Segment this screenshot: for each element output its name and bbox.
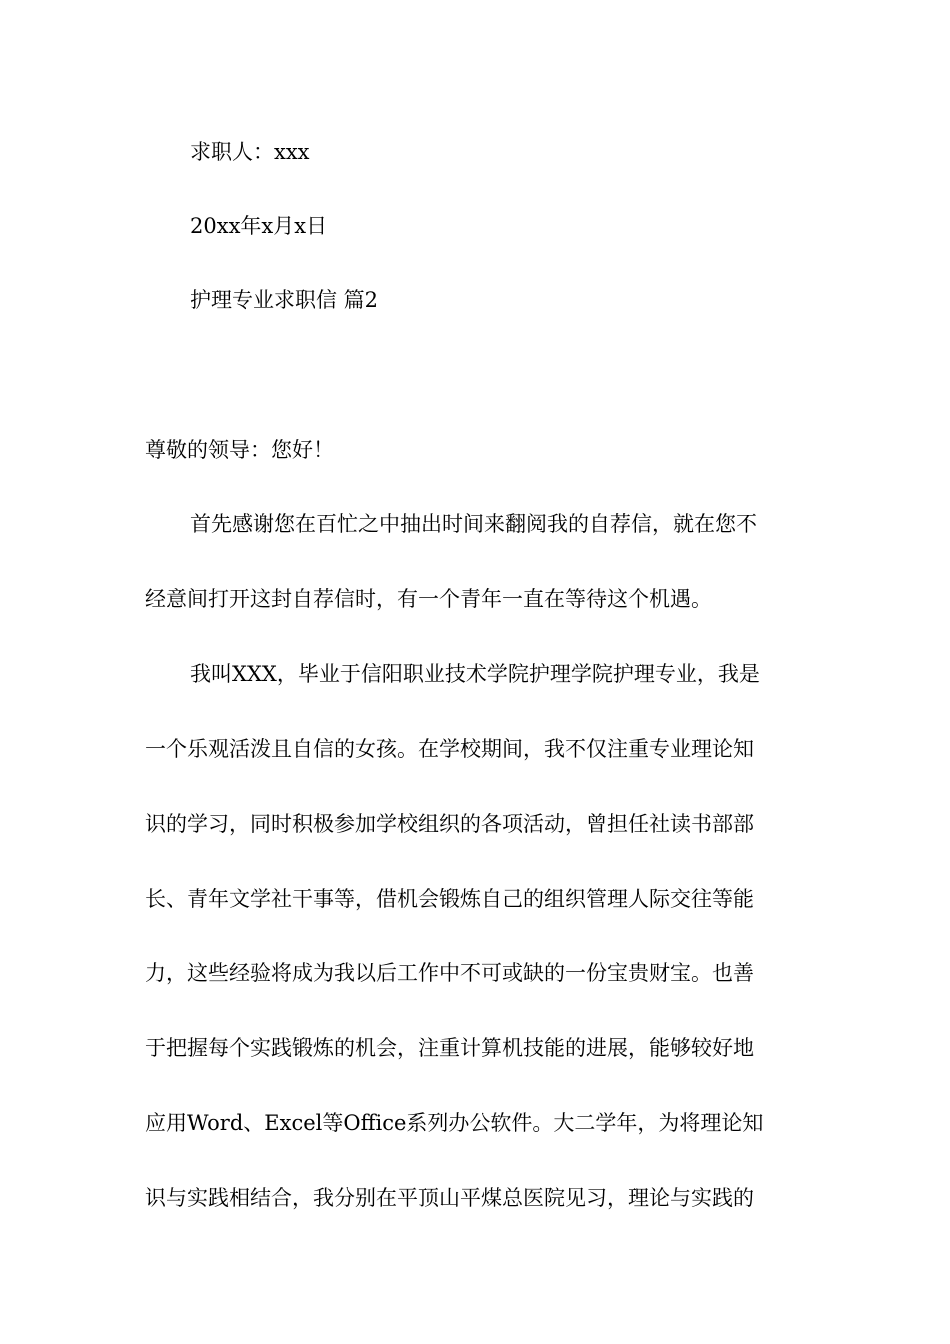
paragraph-2-line-5: 力，这些经验将成为我以后工作中不可或缺的一份宝贵财宝。也善 [145,961,754,985]
date-line: 20xx年x月x日 [190,214,328,238]
paragraph-2-line-4: 长、青年文学社干事等，借机会锻炼自己的组织管理人际交往等能 [145,887,754,911]
paragraph-2-line-6: 于把握每个实践锻炼的机会，注重计算机技能的进展，能够较好地 [145,1036,754,1060]
paragraph-1-line-1: 首先感谢您在百忙之中抽出时间来翻阅我的自荐信，就在您不 [190,512,757,536]
paragraph-1-line-2: 经意间打开这封自荐信时，有一个青年一直在等待这个机遇。 [145,587,712,611]
paragraph-2-line-1: 我叫XXX，毕业于信阳职业技术学院护理学院护理专业，我是 [190,662,760,686]
paragraph-2-line-7: 应用Word、Excel等Office系列办公软件。大二学年，为将理论知 [145,1111,764,1135]
applicant-line: 求职人：xxx [190,140,310,164]
paragraph-2-line-8: 识与实践相结合，我分别在平顶山平煤总医院见习，理论与实践的 [145,1186,754,1210]
paragraph-2-line-3: 识的学习，同时积极参加学校组织的各项活动，曾担任社读书部部 [145,812,754,836]
salutation: 尊敬的领导：您好！ [145,438,334,462]
paragraph-2-line-2: 一个乐观活泼且自信的女孩。在学校期间，我不仅注重专业理论知 [145,737,754,761]
section-title: 护理专业求职信 篇2 [190,288,379,312]
